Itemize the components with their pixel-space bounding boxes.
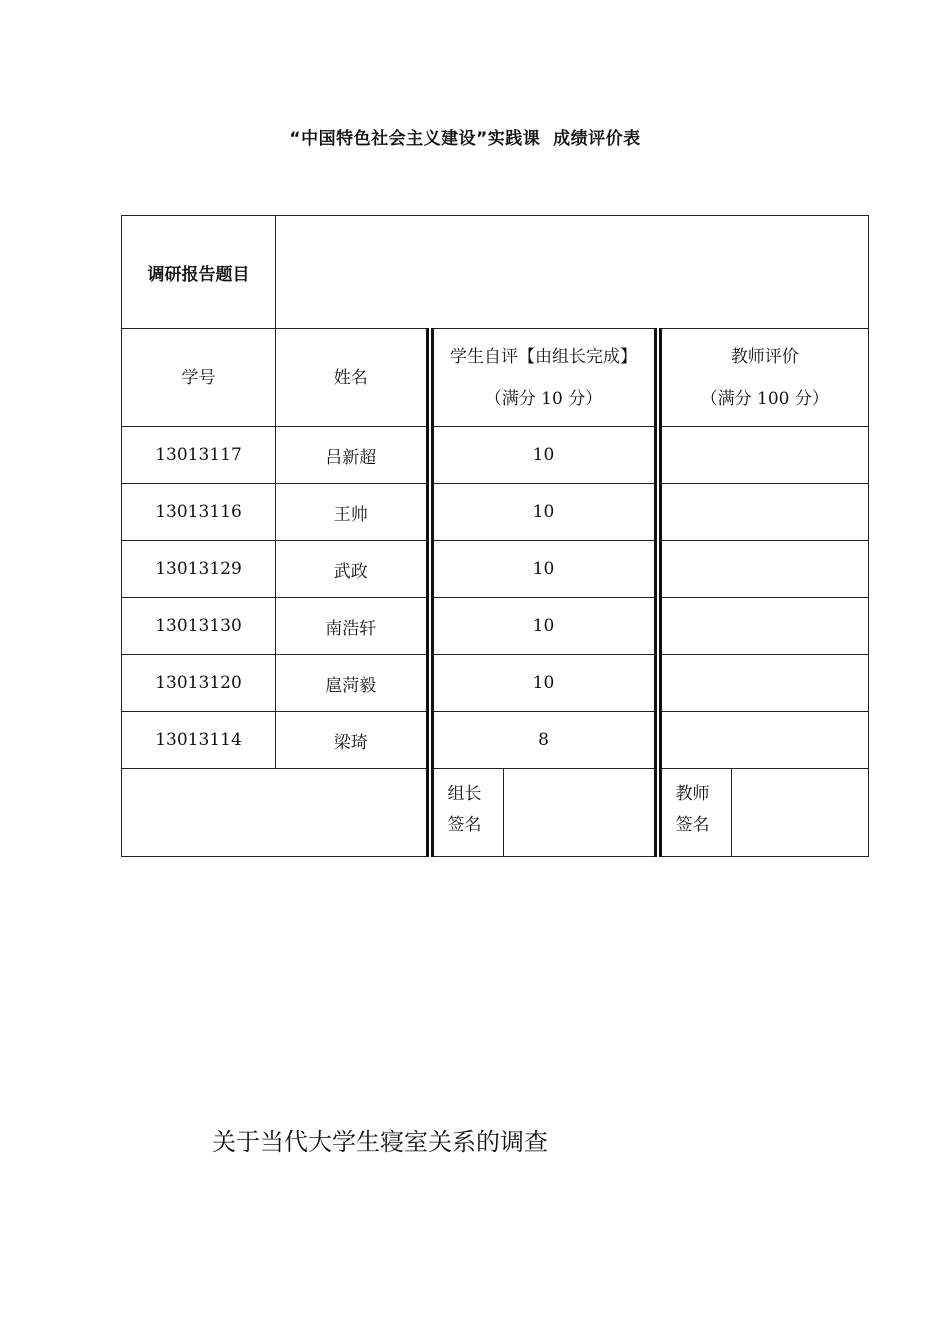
table-row (122, 484, 869, 541)
student-id-cell: 13013114 (122, 712, 276, 769)
signature-row (122, 769, 869, 857)
leader-signature-field[interactable] (504, 769, 658, 857)
header-teacher-eval-max: （满分 100 分） (700, 388, 829, 409)
teacher-signature-label-line2: 签名 (675, 815, 710, 835)
student-id-cell: 13013120 (122, 655, 276, 712)
signature-blank-cell (122, 769, 430, 857)
self-score-cell[interactable]: 10 (430, 484, 658, 541)
table-row (122, 598, 869, 655)
teacher-score-cell[interactable] (658, 484, 869, 541)
teacher-score-cell[interactable] (658, 655, 869, 712)
self-score-cell[interactable]: 10 (430, 655, 658, 712)
teacher-score-cell[interactable] (658, 712, 869, 769)
teacher-signature-label-line1: 教师 (675, 784, 710, 804)
header-self-eval-title: 学生自评【由组长完成】 (450, 346, 637, 367)
leader-signature-label-line2: 签名 (447, 815, 482, 835)
header-self-eval (430, 329, 658, 427)
student-id-cell: 13013116 (122, 484, 276, 541)
student-name-cell: 梁琦 (276, 712, 430, 769)
student-name-cell: 扈菏毅 (276, 655, 430, 712)
self-score-cell[interactable]: 10 (430, 541, 658, 598)
header-teacher-eval-title: 教师评价 (730, 346, 799, 367)
student-name-cell: 南浩轩 (276, 598, 430, 655)
teacher-score-cell[interactable] (658, 541, 869, 598)
header-row (122, 329, 869, 427)
student-id-cell: 13013130 (122, 598, 276, 655)
self-score-cell[interactable]: 8 (430, 712, 658, 769)
teacher-signature-field[interactable] (732, 769, 869, 857)
teacher-signature-label (658, 769, 732, 857)
table-row (122, 655, 869, 712)
topic-row (122, 216, 869, 329)
header-self-eval-max: （满分 10 分） (484, 388, 603, 409)
leader-signature-label-line1: 组长 (447, 784, 482, 804)
evaluation-table (121, 215, 869, 857)
self-score-cell[interactable]: 10 (430, 598, 658, 655)
self-score-cell[interactable]: 10 (430, 427, 658, 484)
student-name-cell: 王帅 (276, 484, 430, 541)
table-row (122, 712, 869, 769)
teacher-score-cell[interactable] (658, 427, 869, 484)
student-name-cell: 武政 (276, 541, 430, 598)
topic-value-cell[interactable] (276, 216, 869, 329)
leader-signature-label (430, 769, 504, 857)
student-name-cell: 吕新超 (276, 427, 430, 484)
header-teacher-eval (658, 329, 869, 427)
table-row (122, 427, 869, 484)
header-name: 姓名 (276, 329, 430, 427)
table-row (122, 541, 869, 598)
report-title: 关于当代大学生寝室关系的调查 (212, 1128, 548, 1156)
student-id-cell: 13013117 (122, 427, 276, 484)
topic-label: 调研报告题目 (122, 216, 276, 329)
document-title: “中国特色社会主义建设”实践课 成绩评价表 (289, 129, 641, 149)
header-student-id: 学号 (122, 329, 276, 427)
student-id-cell: 13013129 (122, 541, 276, 598)
teacher-score-cell[interactable] (658, 598, 869, 655)
